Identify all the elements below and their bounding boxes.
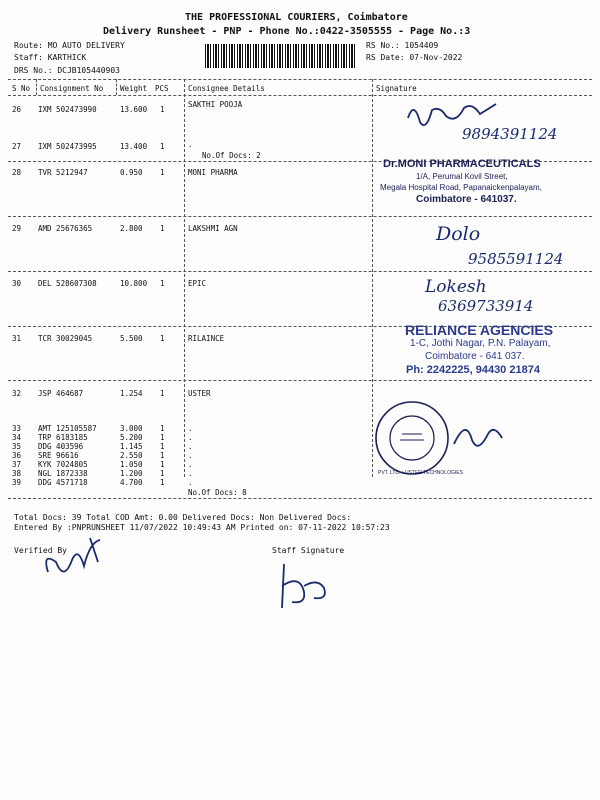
row-border — [8, 271, 592, 272]
row-pcs: 1 — [160, 442, 165, 451]
col-signature: Signature — [376, 84, 417, 93]
col-consignee: Consignee Details — [188, 84, 265, 93]
row-sno: 38 — [12, 469, 22, 478]
stamp-moni-name: Dr.MONI PHARMACEUTICALS — [383, 158, 541, 170]
staff-signature — [270, 556, 350, 616]
row-consignee: EPIC — [188, 279, 207, 288]
totals-line: Total Docs: 39 Total COD Amt: 0.00 Delivered Docs: Non Delivered Docs: — [14, 513, 352, 522]
row-pcs: 1 — [160, 433, 165, 442]
row-pcs: 1 — [160, 460, 165, 469]
handwritten-name: Lokesh — [425, 277, 487, 297]
rs-date: RS Date: 07-Nov-2022 — [366, 53, 463, 62]
runsheet-subtitle: Delivery Runsheet - PNP - Phone No.:0422-3505555 - Page No.:3 — [103, 26, 471, 37]
row-sno: 28 — [12, 168, 22, 177]
row-consignee: . — [188, 478, 193, 487]
rs-number: RS No.: 1054409 — [366, 41, 439, 50]
row-weight: 5.200 — [120, 433, 143, 442]
row-consignment: TRP 6183185 — [38, 433, 88, 442]
row-consignment: DDG 403596 — [38, 442, 84, 451]
row-sno: 35 — [12, 442, 22, 451]
row-weight: 2.550 — [120, 451, 143, 460]
handwritten-phone: 9894391124 — [462, 125, 558, 143]
row-sno: 26 — [12, 105, 22, 114]
row-weight: 2.800 — [120, 224, 143, 233]
stamp-reliance-line: 1-C, Jothi Nagar, P.N. Palayam, — [410, 338, 551, 349]
row-consignment: NGL 1872338 — [38, 469, 88, 478]
verified-by-label: Verified By — [14, 546, 67, 555]
row-weight: 10.800 — [120, 279, 148, 288]
row-consignment: AMD 25676365 — [38, 224, 93, 233]
row-pcs: 1 — [160, 224, 165, 233]
row-sno: 33 — [12, 424, 22, 433]
uster-round-stamp — [372, 398, 452, 478]
row-weight: 5.500 — [120, 334, 143, 343]
row-sno: 29 — [12, 224, 22, 233]
barcode — [205, 44, 357, 68]
staff-signature-label: Staff Signature — [272, 546, 345, 555]
stamp-reliance-line: Coimbatore - 641 037. — [425, 351, 525, 362]
table-bottom-border — [8, 498, 592, 499]
row-pcs: 1 — [160, 334, 165, 343]
row-consignment: DDG 4571718 — [38, 478, 88, 487]
row-pcs: 1 — [160, 451, 165, 460]
no-of-docs: No.Of Docs: 2 — [202, 151, 261, 160]
row-weight: 0.950 — [120, 168, 143, 177]
row-consignment: TCR 30029045 — [38, 334, 93, 343]
col-pcs: PCS — [155, 84, 169, 93]
row-weight: 1.254 — [120, 389, 143, 398]
handwritten-phone: 6369733914 — [438, 297, 534, 315]
column-divider — [116, 79, 117, 95]
row-consignment: DEL 528607308 — [38, 279, 97, 288]
row-pcs: 1 — [160, 389, 165, 398]
row-consignee: . — [188, 469, 193, 478]
row-weight: 1.200 — [120, 469, 143, 478]
row-consignee: . — [188, 140, 193, 149]
col-weight: Weight — [120, 84, 148, 93]
row-sno: 30 — [12, 279, 22, 288]
row-weight: 3.000 — [120, 424, 143, 433]
company-title: THE PROFESSIONAL COURIERS, Coimbatore — [185, 12, 408, 23]
row-consignee: . — [188, 460, 193, 469]
row-consignee: RILAINCE — [188, 334, 225, 343]
row-sno: 36 — [12, 451, 22, 460]
verified-signature — [38, 532, 118, 592]
row-sno: 39 — [12, 478, 22, 487]
row-consignment: SRE 96616 — [38, 451, 79, 460]
route-label: Route: MO AUTO DELIVERY — [14, 41, 125, 50]
uster-stamp-text: PVT. LTD. • USTER TECHNOLOGIES — [378, 470, 463, 476]
row-consignment: IXM 502473995 — [38, 142, 97, 151]
row-sno: 31 — [12, 334, 22, 343]
column-divider — [36, 79, 37, 95]
row-consignment: JSP 464687 — [38, 389, 84, 398]
table-top-border — [8, 79, 592, 80]
row-consignment: IXM 502473990 — [38, 105, 97, 114]
row-sno: 32 — [12, 389, 22, 398]
signature-scribble — [448, 410, 508, 460]
row-consignee: LAKSHMI AGN — [188, 224, 238, 233]
row-consignee: SAKTHI POOJA — [188, 100, 243, 109]
row-sno: 27 — [12, 142, 22, 151]
stamp-moni-line: 1/A, Perumal Kovil Street, — [416, 172, 508, 181]
stamp-moni-line: Coimbatore - 641037. — [416, 194, 517, 205]
row-pcs: 1 — [160, 142, 165, 151]
column-divider — [184, 79, 185, 477]
stamp-moni-line: Megala Hospital Road, Papanaickenpalayam, — [380, 183, 542, 192]
row-weight: 13.600 — [120, 105, 148, 114]
row-pcs: 1 — [160, 469, 165, 478]
row-weight: 1.050 — [120, 460, 143, 469]
row-consignee: USTER — [188, 389, 211, 398]
row-consignment: TVR 5212947 — [38, 168, 88, 177]
col-sno: S No — [12, 84, 31, 93]
row-pcs: 1 — [160, 424, 165, 433]
row-pcs: 1 — [160, 168, 165, 177]
row-sno: 37 — [12, 460, 22, 469]
stamp-reliance-line: Ph: 2242225, 94430 21874 — [406, 364, 540, 376]
row-consignee: MONI PHARMA — [188, 168, 238, 177]
row-weight: 13.400 — [120, 142, 148, 151]
row-consignment: KYK 7024805 — [38, 460, 88, 469]
col-consignment: Consignment No — [40, 84, 104, 93]
entered-by-line: Entered By :PNPRUNSHEET 11/07/2022 10:49:43 AM Printed on: 07-11-2022 10:57:23 — [14, 523, 390, 532]
handwritten-name: Dolo — [436, 223, 481, 245]
row-weight: 1.145 — [120, 442, 143, 451]
row-consignee: . — [188, 451, 193, 460]
row-sno: 34 — [12, 433, 22, 442]
drs-number: DRS No.: DCJB105440903 — [14, 66, 120, 75]
row-consignee: . — [188, 442, 193, 451]
row-consignee: . — [188, 424, 193, 433]
row-border — [8, 380, 592, 381]
handwritten-phone: 9585591124 — [468, 250, 564, 268]
row-weight: 4.700 — [120, 478, 143, 487]
row-border — [8, 216, 592, 217]
row-pcs: 1 — [160, 478, 165, 487]
staff-label: Staff: KARTHICK — [14, 53, 87, 62]
row-pcs: 1 — [160, 279, 165, 288]
row-consignee: . — [188, 433, 193, 442]
no-of-docs: No.Of Docs: 8 — [188, 488, 247, 497]
row-consignment: AMT 125105587 — [38, 424, 97, 433]
stamp-reliance-name: RELIANCE AGENCIES — [405, 322, 554, 338]
row-pcs: 1 — [160, 105, 165, 114]
